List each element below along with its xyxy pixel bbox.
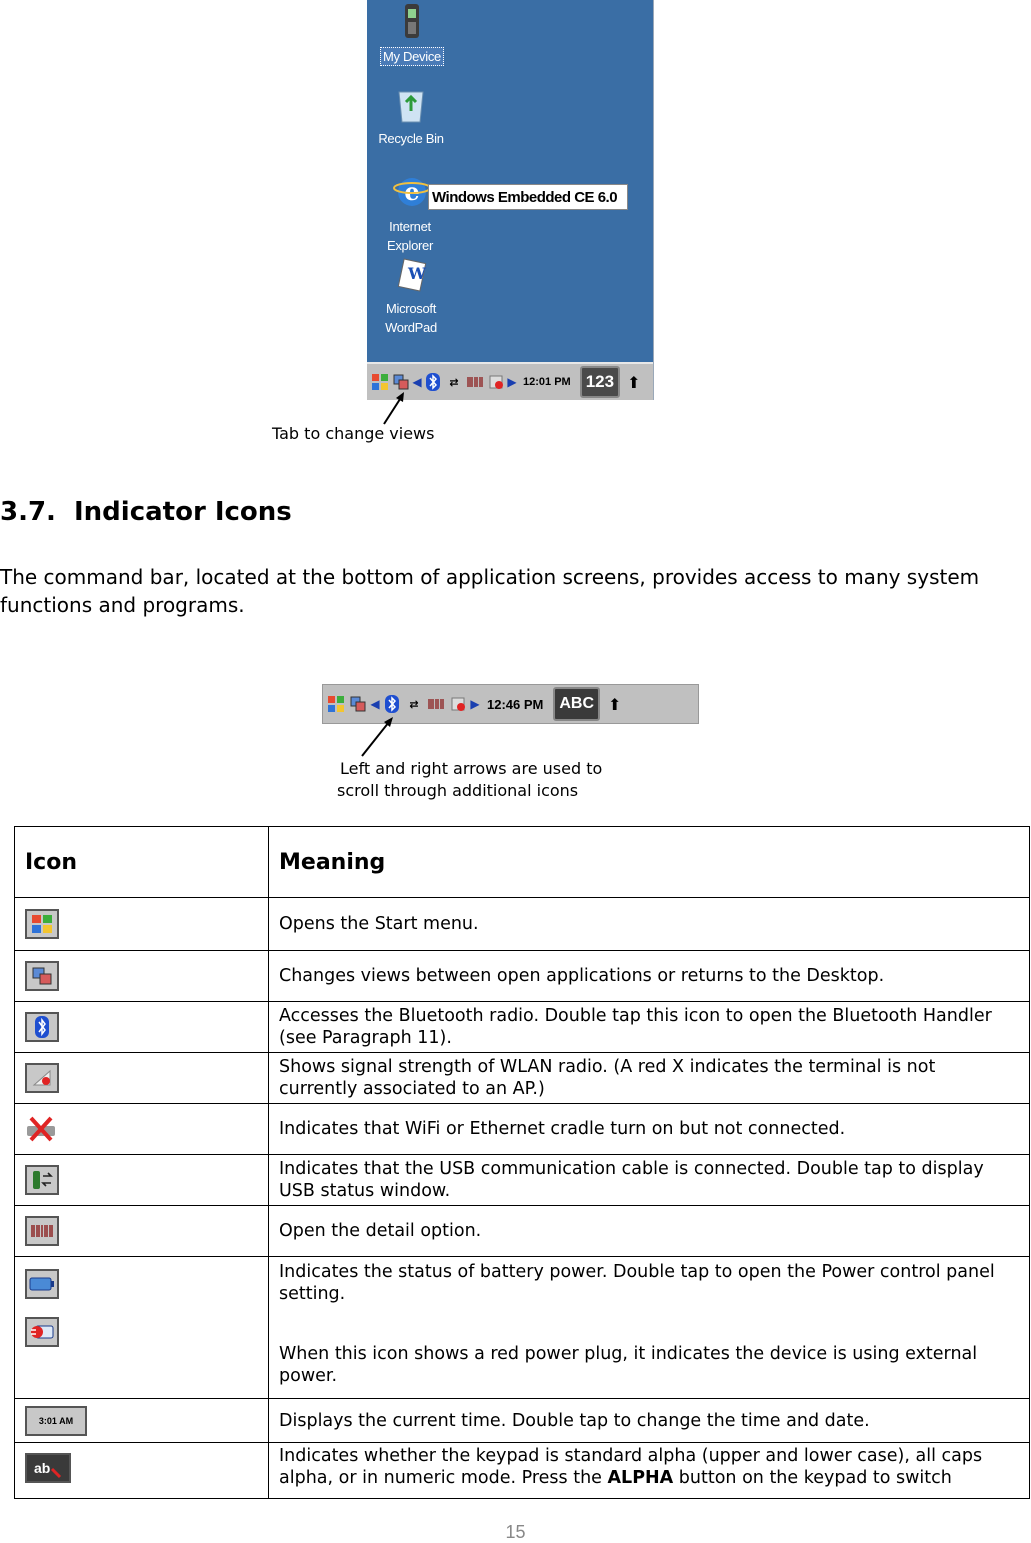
meaning-cell: Changes views between open applications or returns to the Desktop. bbox=[269, 951, 1030, 1002]
usb-connection-icon[interactable]: ⇄ bbox=[409, 697, 419, 711]
start-menu-icon[interactable] bbox=[371, 373, 389, 391]
table-row bbox=[15, 898, 1030, 951]
clock-icon: 3:01 AM bbox=[25, 1406, 87, 1436]
internet-explorer-icon bbox=[393, 172, 429, 212]
scroll-left-arrow-icon[interactable]: ◀ bbox=[412, 375, 422, 389]
internet-explorer-label: Internet Explorer bbox=[386, 219, 433, 253]
usb-connection-icon[interactable]: ⇄ bbox=[449, 375, 459, 389]
icon-cell bbox=[15, 1104, 269, 1155]
up-arrow-icon[interactable]: ⬆ bbox=[608, 694, 622, 714]
svg-text:e: e bbox=[404, 177, 420, 206]
table-row bbox=[15, 951, 1030, 1002]
battery-meaning-2: When this icon shows a red power plug, it indicates the device is using external power. bbox=[279, 1344, 978, 1386]
my-device-shortcut[interactable] bbox=[367, 2, 457, 66]
page-number: 15 bbox=[505, 1522, 526, 1542]
battery-icon bbox=[25, 1269, 59, 1299]
meaning-cell bbox=[269, 1443, 1030, 1499]
recycle-bin-label: Recycle Bin bbox=[378, 131, 444, 146]
meaning-cell: Shows signal strength of WLAN radio. (A red X indicates the terminal is not currently associated to an AP.) bbox=[269, 1053, 1030, 1104]
icon-cell bbox=[15, 1399, 269, 1443]
switch-views-icon[interactable] bbox=[392, 373, 410, 391]
switch-views-icon bbox=[25, 961, 59, 991]
section-heading bbox=[0, 497, 292, 527]
meaning-cell: Accesses the Bluetooth radio. Double tap this icon to open the Bluetooth Handler (see Paragraph 11). bbox=[269, 1002, 1030, 1053]
switch-views-icon[interactable] bbox=[349, 695, 367, 713]
icon-column-header: Icon bbox=[15, 827, 269, 898]
icon-cell bbox=[15, 898, 269, 951]
tab-change-views-caption: Tab to change views bbox=[272, 424, 435, 443]
alpha-button-name: ALPHA bbox=[607, 1468, 674, 1488]
meaning-cell: Indicates that the USB communication cable is connected. Double tap to display USB status window. bbox=[269, 1155, 1030, 1206]
table-row bbox=[15, 1443, 1030, 1499]
command-bar-keypad-mode[interactable]: ABC bbox=[553, 687, 600, 721]
wlan-signal-icon bbox=[25, 1063, 59, 1093]
taskbar-clock[interactable]: 12:01 PM bbox=[523, 376, 571, 388]
wlan-signal-icon[interactable] bbox=[449, 695, 467, 713]
battery-external-power-icon bbox=[25, 1317, 59, 1347]
wordpad-icon bbox=[393, 258, 429, 294]
table-row bbox=[15, 1257, 1030, 1399]
windows-ce-banner: Windows Embedded CE 6.0 bbox=[428, 184, 628, 210]
bluetooth-icon[interactable] bbox=[424, 373, 442, 391]
intro-paragraph: The command bar, located at the bottom of application screens, provides access to many system functions and programs. bbox=[0, 565, 980, 617]
callout-arrow bbox=[356, 714, 396, 760]
scanner-detail-icon bbox=[25, 1216, 59, 1246]
handheld-device-icon bbox=[402, 2, 422, 42]
callout-arrow bbox=[378, 390, 408, 426]
keypad-meaning-a: Indicates whether the keypad is standard alpha (upper and lower case), all caps alpha, or in numeric mode. Press the bbox=[279, 1446, 983, 1488]
section-title: Indicator Icons bbox=[74, 497, 292, 527]
caption-line-2: scroll through additional icons bbox=[337, 781, 579, 800]
scroll-right-arrow-icon[interactable]: ▶ bbox=[470, 697, 480, 711]
battery-meaning-1: Indicates the status of battery power. Double tap to open the Power control panel setting. bbox=[279, 1262, 995, 1304]
scroll-arrows-caption bbox=[337, 758, 602, 802]
scanner-detail-icon[interactable] bbox=[427, 695, 445, 713]
my-device-label: My Device bbox=[380, 47, 444, 66]
meaning-column-header: Meaning bbox=[269, 827, 1030, 898]
table-row bbox=[15, 1206, 1030, 1257]
usb-connection-icon bbox=[25, 1165, 59, 1195]
scanner-detail-icon[interactable] bbox=[466, 373, 484, 391]
icon-cell bbox=[15, 1257, 269, 1399]
wordpad-label: Microsoft WordPad bbox=[385, 301, 437, 335]
icon-cell bbox=[15, 1155, 269, 1206]
icon-cell bbox=[15, 1053, 269, 1104]
meaning-cell: Indicates that WiFi or Ethernet cradle turn on but not connected. bbox=[269, 1104, 1030, 1155]
keypad-mode-indicator[interactable]: 123 bbox=[580, 366, 620, 398]
cradle-disconnected-icon bbox=[25, 1114, 59, 1144]
table-row bbox=[15, 1053, 1030, 1104]
recycle-bin-shortcut[interactable] bbox=[366, 86, 456, 147]
recycle-bin-icon bbox=[394, 86, 428, 124]
scroll-left-arrow-icon[interactable]: ◀ bbox=[370, 697, 380, 711]
svg-text:ab: ab bbox=[34, 1460, 51, 1476]
command-bar-clock[interactable]: 12:46 PM bbox=[487, 696, 544, 712]
section-number: 3.7. bbox=[0, 497, 56, 527]
table-row bbox=[15, 1104, 1030, 1155]
table-row bbox=[15, 1002, 1030, 1053]
start-menu-icon bbox=[25, 909, 59, 939]
meaning-cell: Opens the Start menu. bbox=[269, 898, 1030, 951]
indicator-icons-table bbox=[14, 826, 1030, 1499]
icon-cell bbox=[15, 1443, 269, 1499]
up-arrow-icon[interactable]: ⬆ bbox=[627, 372, 641, 392]
wordpad-shortcut[interactable] bbox=[366, 258, 456, 336]
meaning-cell: Displays the current time. Double tap to change the time and date. bbox=[269, 1399, 1030, 1443]
caption-line-1: Left and right arrows are used to bbox=[340, 759, 603, 778]
scroll-right-arrow-icon[interactable]: ▶ bbox=[507, 375, 517, 389]
keypad-meaning-b: button on the keypad to switch bbox=[673, 1468, 952, 1488]
table-header-row bbox=[15, 827, 1030, 898]
icon-cell bbox=[15, 951, 269, 1002]
meaning-cell: Open the detail option. bbox=[269, 1206, 1030, 1257]
bluetooth-icon[interactable] bbox=[383, 695, 401, 713]
meaning-cell bbox=[269, 1257, 1030, 1399]
table-row bbox=[15, 1155, 1030, 1206]
start-menu-icon[interactable] bbox=[327, 695, 345, 713]
icon-cell bbox=[15, 1206, 269, 1257]
wlan-signal-icon[interactable] bbox=[487, 373, 505, 391]
svg-text:W: W bbox=[408, 264, 426, 283]
device-taskbar bbox=[367, 362, 653, 400]
bluetooth-icon bbox=[25, 1012, 59, 1042]
icon-cell bbox=[15, 1002, 269, 1053]
keypad-mode-icon bbox=[25, 1453, 71, 1483]
table-row bbox=[15, 1399, 1030, 1443]
